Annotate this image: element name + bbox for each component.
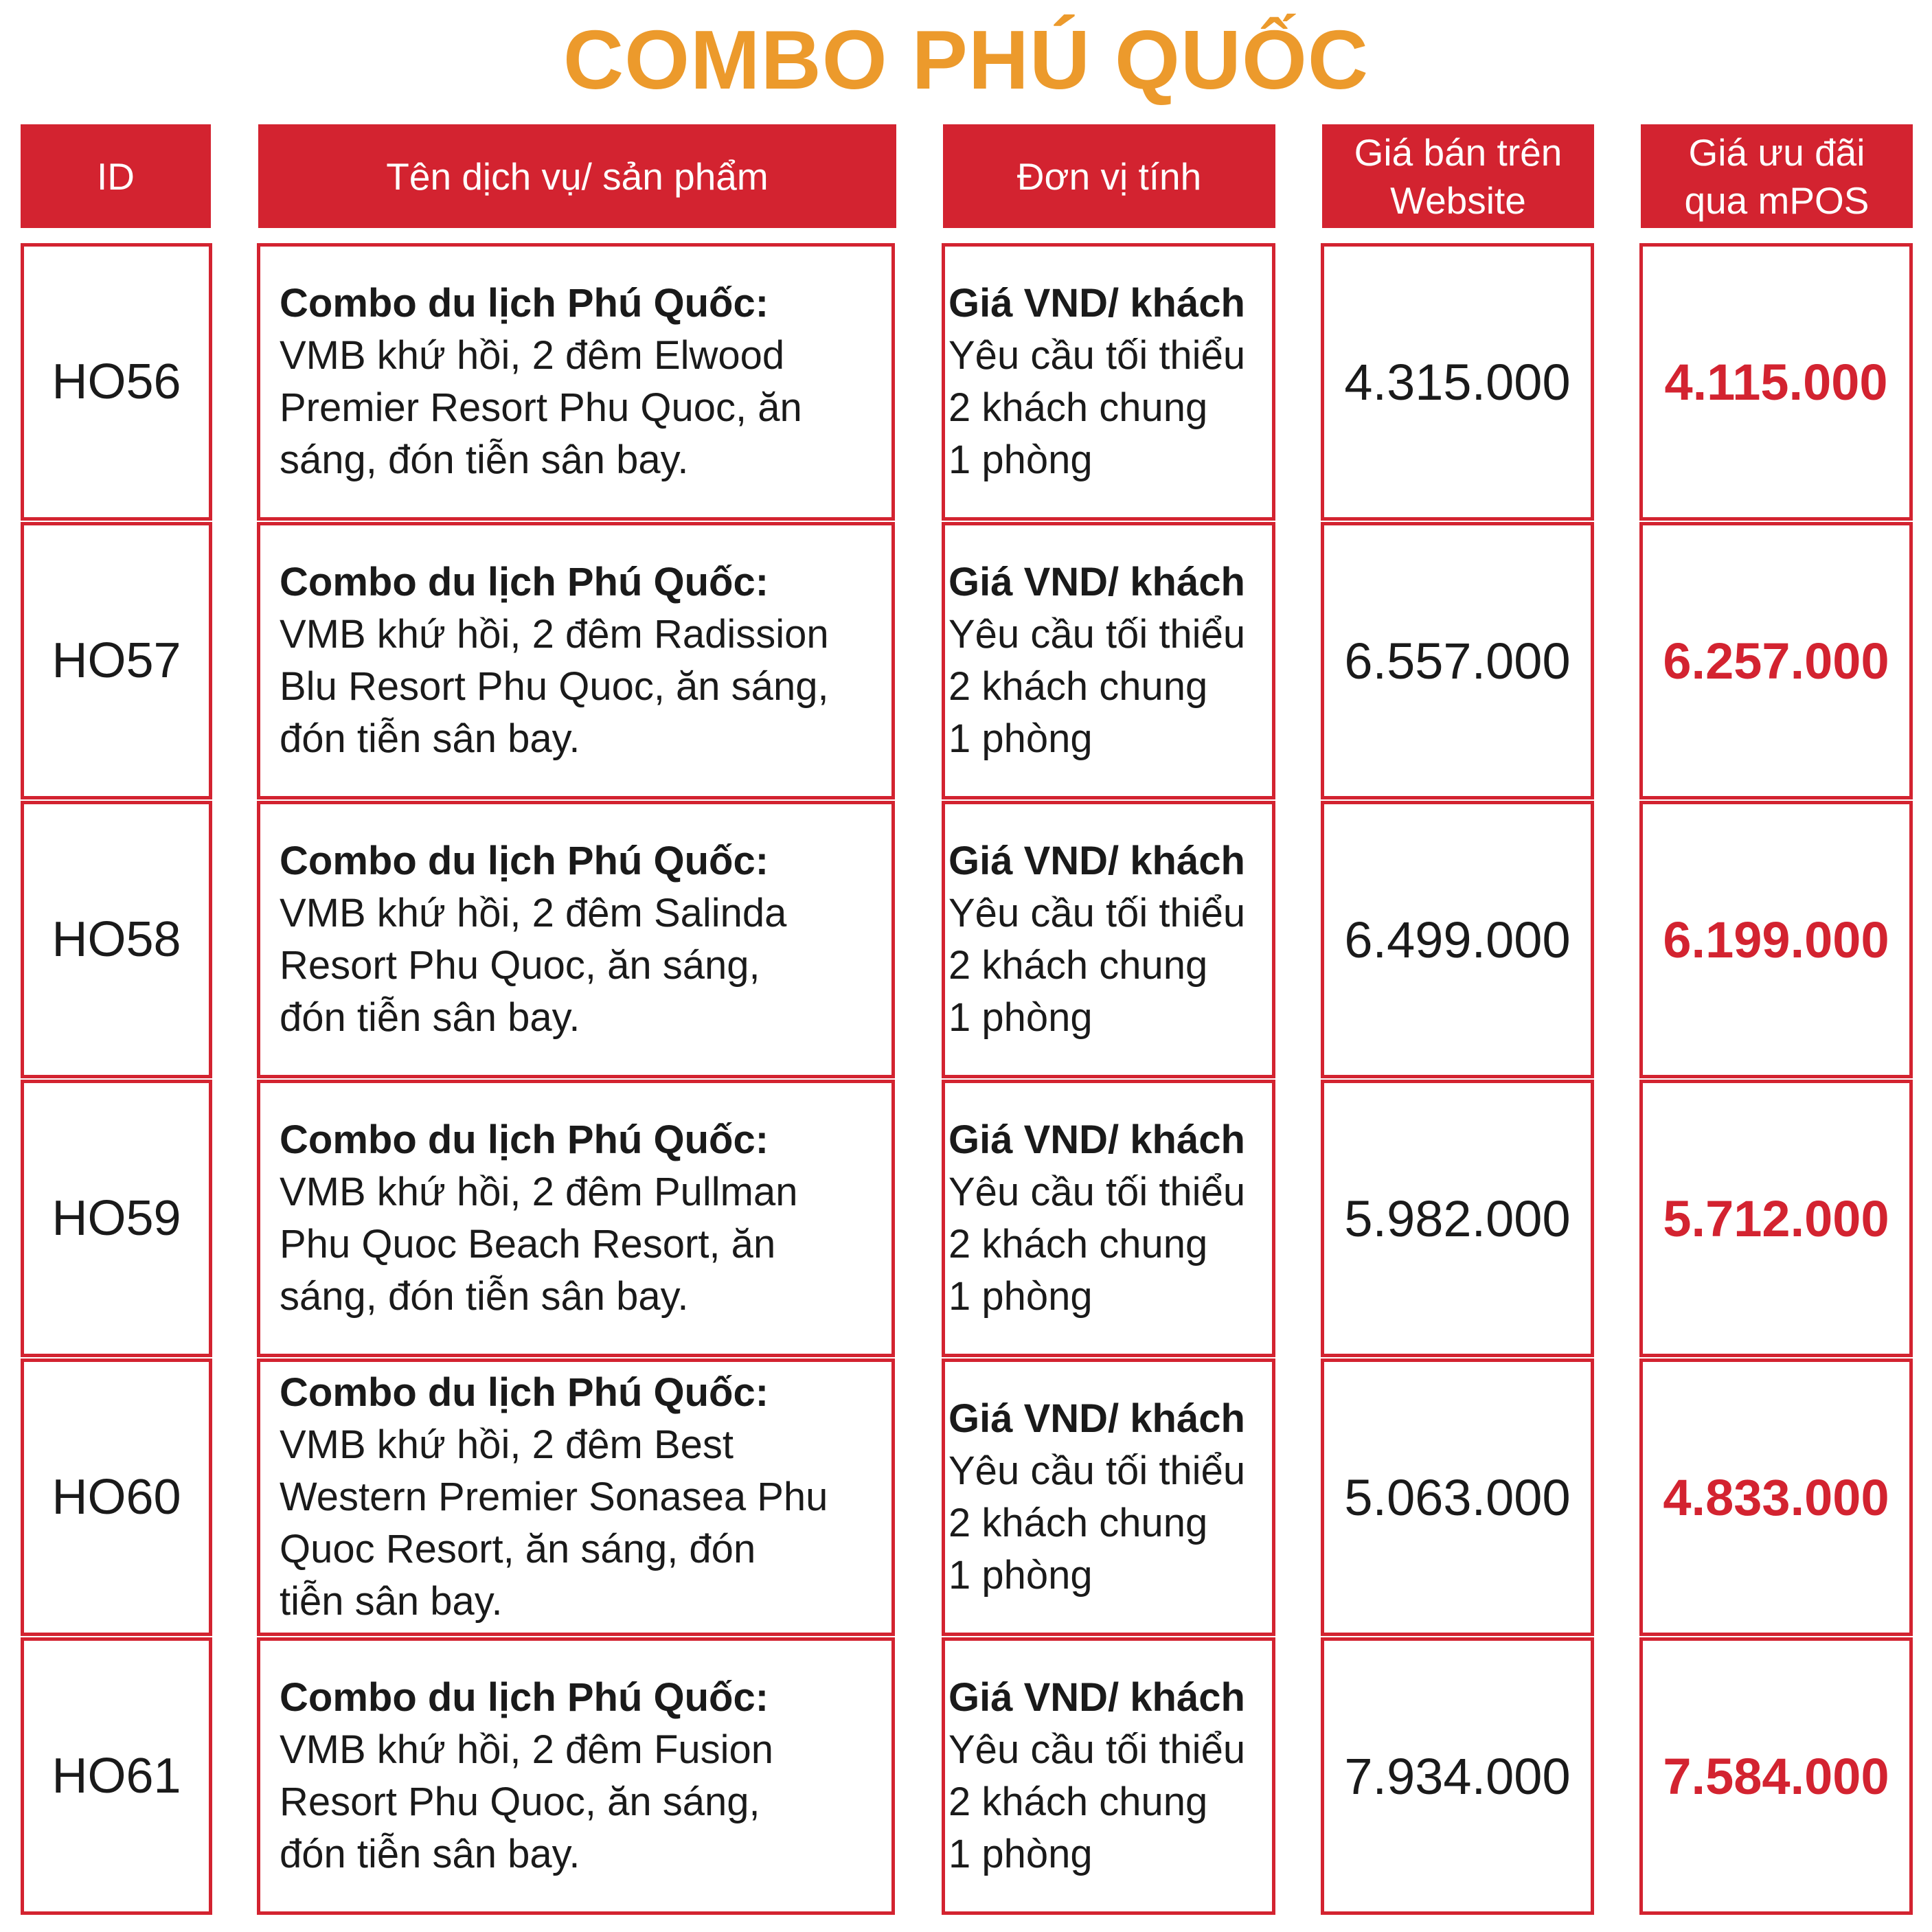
- row-promo-price: 5.712.000: [1663, 1190, 1889, 1247]
- row-name-line: Quoc Resort, ăn sáng, đón: [280, 1527, 756, 1571]
- row-promo-price: 6.257.000: [1663, 632, 1889, 690]
- row-promo-price-cell: [1639, 522, 1913, 799]
- row-web-price-cell: [1321, 243, 1594, 521]
- row-unit-cell: [942, 801, 1275, 1078]
- row-name-line: Resort Phu Quoc, ăn sáng,: [280, 1780, 760, 1824]
- row-unit-cell: [942, 1080, 1275, 1357]
- row-promo-price-cell: [1639, 1359, 1913, 1636]
- header-promo-price: [1641, 124, 1913, 228]
- row-name-cell: [257, 1637, 895, 1915]
- row-web-price: 5.982.000: [1344, 1190, 1571, 1247]
- row-unit-line: 2 khách chung: [948, 1222, 1208, 1266]
- row-name-line: đón tiễn sân bay.: [280, 995, 580, 1040]
- row-id-cell: [21, 243, 212, 521]
- row-promo-price-cell: [1639, 801, 1913, 1078]
- row-id-cell: [21, 1359, 212, 1636]
- row-unit-line: 1 phòng: [948, 995, 1093, 1040]
- header-promo-price-line2: qua mPOS: [1684, 179, 1870, 222]
- row-unit-line: 2 khách chung: [948, 1780, 1208, 1824]
- row-web-price-cell: [1321, 801, 1594, 1078]
- row-promo-price-cell: [1639, 1080, 1913, 1357]
- row-name-cell: [257, 801, 895, 1078]
- row-id: HO57: [52, 633, 181, 688]
- row-unit-title: Giá VND/ khách: [948, 839, 1245, 883]
- row-unit-line: 2 khách chung: [948, 385, 1208, 430]
- row-name-title: Combo du lịch Phú Quốc:: [280, 281, 769, 326]
- row-unit-line: 1 phòng: [948, 1553, 1093, 1598]
- row-id-cell: [21, 1637, 212, 1915]
- row-name-line: Blu Resort Phu Quoc, ăn sáng,: [280, 664, 829, 709]
- row-id: HO59: [52, 1191, 181, 1246]
- row-name-cell: [257, 522, 895, 799]
- header-name: [258, 124, 896, 228]
- row-name-cell: [257, 243, 895, 521]
- row-web-price-cell: [1321, 522, 1594, 799]
- header-unit: [943, 124, 1275, 228]
- row-id: HO60: [52, 1470, 181, 1525]
- row-unit-cell: [942, 1637, 1275, 1915]
- row-name-line: sáng, đón tiễn sân bay.: [280, 437, 689, 482]
- row-unit-line: 1 phòng: [948, 1274, 1093, 1319]
- row-web-price-cell: [1321, 1080, 1594, 1357]
- row-id-cell: [21, 522, 212, 799]
- row-unit-line: Yêu cầu tối thiểu: [948, 1727, 1246, 1772]
- row-name-line: đón tiễn sân bay.: [280, 1832, 580, 1876]
- row-unit-line: 2 khách chung: [948, 1501, 1208, 1545]
- row-id: HO56: [52, 354, 181, 409]
- row-web-price-cell: [1321, 1637, 1594, 1915]
- row-unit-line: Yêu cầu tối thiểu: [948, 1448, 1246, 1493]
- row-name-title: Combo du lịch Phú Quốc:: [280, 1675, 769, 1720]
- row-name-line: VMB khứ hồi, 2 đêm Fusion: [280, 1727, 774, 1772]
- row-id: HO58: [52, 912, 181, 967]
- row-unit-line: 2 khách chung: [948, 664, 1208, 709]
- row-name-title: Combo du lịch Phú Quốc:: [280, 1370, 769, 1415]
- row-name-title: Combo du lịch Phú Quốc:: [280, 1117, 769, 1162]
- row-unit-line: 1 phòng: [948, 1832, 1093, 1876]
- row-web-price: 7.934.000: [1344, 1747, 1571, 1805]
- row-unit-line: Yêu cầu tối thiểu: [948, 333, 1246, 378]
- row-name-line: VMB khứ hồi, 2 đêm Radission: [280, 612, 829, 657]
- row-name-title: Combo du lịch Phú Quốc:: [280, 839, 769, 883]
- header-web-price-line1: Giá bán trên: [1354, 130, 1562, 174]
- row-unit-title: Giá VND/ khách: [948, 1396, 1245, 1441]
- row-id-cell: [21, 801, 212, 1078]
- row-unit-line: Yêu cầu tối thiểu: [948, 612, 1246, 657]
- row-unit-cell: [942, 243, 1275, 521]
- row-promo-price: 6.199.000: [1663, 911, 1889, 968]
- row-name-line: Resort Phu Quoc, ăn sáng,: [280, 943, 760, 988]
- row-name-cell: [257, 1080, 895, 1357]
- row-unit-title: Giá VND/ khách: [948, 1675, 1245, 1720]
- row-unit-line: 1 phòng: [948, 716, 1093, 761]
- row-name-line: VMB khứ hồi, 2 đêm Salinda: [280, 891, 787, 935]
- row-web-price: 6.557.000: [1344, 632, 1571, 690]
- row-promo-price: 4.115.000: [1664, 353, 1888, 411]
- row-unit-line: Yêu cầu tối thiểu: [948, 1170, 1246, 1214]
- row-unit-line: 2 khách chung: [948, 943, 1208, 988]
- row-web-price: 5.063.000: [1344, 1468, 1571, 1526]
- row-web-price: 4.315.000: [1344, 353, 1571, 411]
- row-web-price-cell: [1321, 1359, 1594, 1636]
- header-promo-price-line1: Giá ưu đãi: [1688, 130, 1865, 174]
- row-name-line: sáng, đón tiễn sân bay.: [280, 1274, 689, 1319]
- header-name-label: Tên dịch vụ/ sản phẩm: [386, 155, 769, 198]
- page-title: COMBO PHÚ QUỐC: [563, 13, 1369, 106]
- row-name-line: Phu Quoc Beach Resort, ăn: [280, 1222, 776, 1266]
- header-web-price-line2: Website: [1390, 179, 1526, 222]
- row-web-price: 6.499.000: [1344, 911, 1571, 968]
- row-name-line: VMB khứ hồi, 2 đêm Pullman: [280, 1170, 798, 1214]
- row-unit-line: 1 phòng: [948, 437, 1093, 482]
- row-name-title: Combo du lịch Phú Quốc:: [280, 560, 769, 604]
- row-promo-price-cell: [1639, 243, 1913, 521]
- row-id-cell: [21, 1080, 212, 1357]
- row-unit-title: Giá VND/ khách: [948, 281, 1245, 326]
- header-web-price: [1322, 124, 1594, 228]
- header-id-label: ID: [97, 155, 135, 198]
- row-name-line: tiễn sân bay.: [280, 1579, 503, 1624]
- header-unit-label: Đơn vị tính: [1016, 155, 1202, 198]
- row-name-line: đón tiễn sân bay.: [280, 716, 580, 761]
- row-promo-price: 7.584.000: [1663, 1747, 1889, 1805]
- row-name-cell: [257, 1359, 895, 1636]
- row-unit-line: Yêu cầu tối thiểu: [948, 891, 1246, 935]
- row-promo-price-cell: [1639, 1637, 1913, 1915]
- header-id: [21, 124, 211, 228]
- row-name-line: VMB khứ hồi, 2 đêm Best: [280, 1422, 734, 1467]
- row-unit-cell: [942, 522, 1275, 799]
- row-unit-title: Giá VND/ khách: [948, 560, 1245, 604]
- row-name-line: Western Premier Sonasea Phu: [280, 1475, 828, 1519]
- row-promo-price: 4.833.000: [1663, 1468, 1889, 1526]
- row-name-line: Premier Resort Phu Quoc, ăn: [280, 385, 802, 430]
- row-unit-title: Giá VND/ khách: [948, 1117, 1245, 1162]
- row-name-line: VMB khứ hồi, 2 đêm Elwood: [280, 333, 785, 378]
- row-id: HO61: [52, 1749, 181, 1804]
- row-unit-cell: [942, 1359, 1275, 1636]
